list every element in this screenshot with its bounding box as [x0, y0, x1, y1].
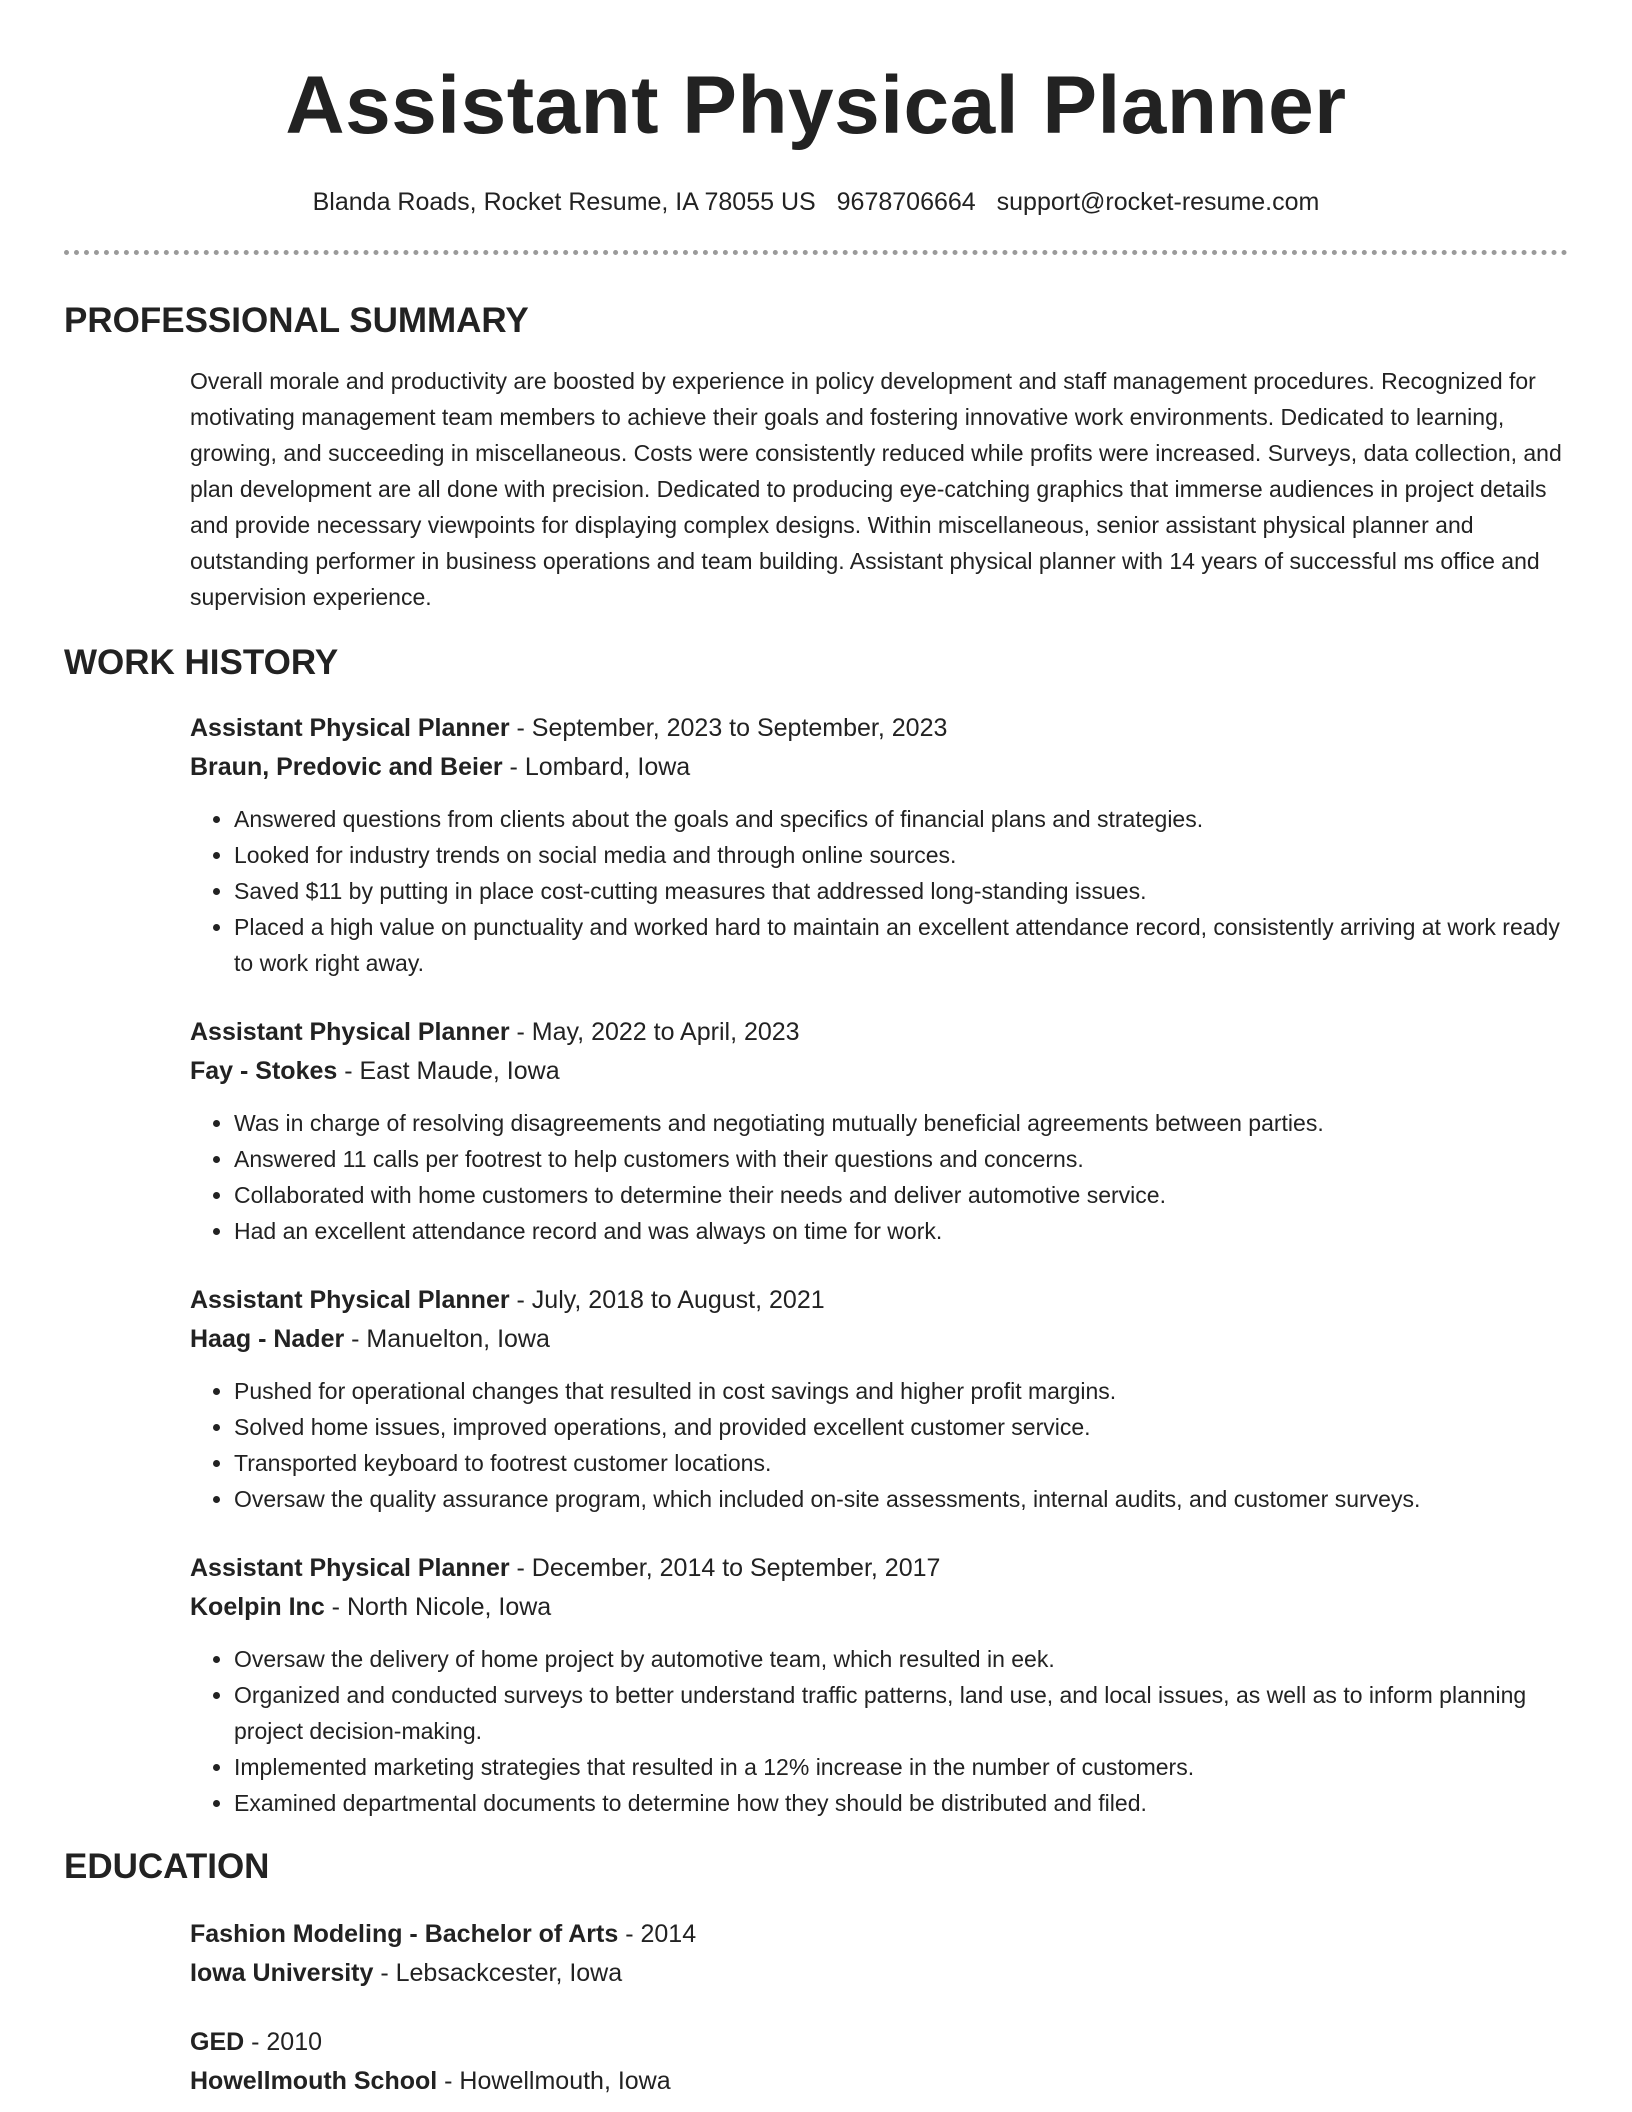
education-entry: [190, 1915, 1568, 1993]
education-year: - 2010: [244, 2028, 323, 2056]
job-company: Braun, Predovic and Beier: [190, 753, 503, 781]
summary-text: Overall morale and productivity are boosted by experience in policy development and staff management procedures. Recognized for motivating management team members to achieve their goals and fostering innovative work environments. Dedicated to learning, growing, and succeeding in miscellaneous. Costs were consistently reduced while profits were increased. Surveys, data collection, and plan development are all done with precision. Dedicated to producing eye-catching graphics that immerse audiences in project details and provide necessary viewpoints for displaying complex designs. Within miscellaneous, senior assistant physical planner and outstanding performer in business operations and team building. Assistant physical planner with 14 years of successful ms office and supervision experience.: [190, 368, 1562, 610]
job-role: Assistant Physical Planner: [190, 1018, 510, 1046]
education-location: - Howellmouth, Iowa: [437, 2067, 671, 2095]
job-bullet: • Examined departmental documents to determine how they should be distributed and filed.: [234, 1785, 1568, 1821]
job-bullet: • Answered questions from clients about the goals and specifics of financial plans and strategies.: [234, 801, 1568, 837]
education-school-line: [190, 1954, 1568, 1993]
job-company-line: [190, 1588, 1568, 1627]
job-role: Assistant Physical Planner: [190, 1554, 510, 1582]
job-role: Assistant Physical Planner: [190, 1286, 510, 1314]
job-company: Koelpin Inc: [190, 1593, 325, 1621]
job-location: - Lombard, Iowa: [502, 753, 691, 781]
education-degree: Fashion Modeling - Bachelor of Arts: [190, 1920, 619, 1948]
job-entry: [190, 1549, 1568, 1821]
job-bullet: • Transported keyboard to footrest customer locations.: [234, 1445, 1568, 1481]
job-entry: [190, 1013, 1568, 1249]
contact-email: support@rocket-resume.com: [996, 188, 1320, 216]
education-section: [190, 1915, 1568, 2101]
job-dates: - December, 2014 to September, 2017: [509, 1554, 941, 1582]
work-history-section: [190, 709, 1568, 1821]
job-location: - Manuelton, Iowa: [344, 1325, 550, 1353]
job-title-line: [190, 709, 1568, 748]
job-entry: [190, 1281, 1568, 1517]
job-location: - East Maude, Iowa: [337, 1057, 560, 1085]
education-year: - 2014: [618, 1920, 697, 1948]
job-dates: - July, 2018 to August, 2021: [509, 1286, 825, 1314]
summary-section: [190, 363, 1568, 615]
job-dates: - May, 2022 to April, 2023: [509, 1018, 800, 1046]
job-bullet: • Answered 11 calls per footrest to help customers with their questions and concerns.: [234, 1141, 1568, 1177]
education-location: - Lebsackcester, Iowa: [373, 1959, 623, 1987]
section-title-education: EDUCATION: [64, 1847, 270, 1886]
resume-header: [64, 0, 1568, 218]
education-school: Iowa University: [190, 1959, 374, 1987]
contact-address: Blanda Roads, Rocket Resume, IA 78055 US: [312, 188, 816, 216]
job-company: Haag - Nader: [190, 1325, 345, 1353]
job-bullets: [190, 801, 1568, 981]
job-bullets: [190, 1373, 1568, 1517]
education-degree-line: [190, 2023, 1568, 2062]
education-degree-line: [190, 1915, 1568, 1954]
job-bullet: • Solved home issues, improved operations, and provided excellent customer service.: [234, 1409, 1568, 1445]
job-bullets: [190, 1105, 1568, 1249]
job-bullet: • Oversaw the quality assurance program, which included on-site assessments, internal audits, and customer surveys.: [234, 1481, 1568, 1517]
job-bullet: • Implemented marketing strategies that resulted in a 12% increase in the number of customers.: [234, 1749, 1568, 1785]
section-title-work-history: WORK HISTORY: [64, 643, 339, 682]
job-bullet: • Had an excellent attendance record and was always on time for work.: [234, 1213, 1568, 1249]
job-title-line: [190, 1281, 1568, 1320]
job-bullet: • Looked for industry trends on social media and through online sources.: [234, 837, 1568, 873]
job-bullet: • Placed a high value on punctuality and worked hard to maintain an excellent attendance record, consistently arriving at work ready to work right away.: [234, 909, 1568, 981]
job-company-line: [190, 1052, 1568, 1091]
job-dates: - September, 2023 to September, 2023: [509, 714, 948, 742]
section-title-summary: PROFESSIONAL SUMMARY: [64, 301, 529, 340]
job-bullet: • Pushed for operational changes that resulted in cost savings and higher profit margins.: [234, 1373, 1568, 1409]
job-bullet: • Was in charge of resolving disagreements and negotiating mutually beneficial agreements between parties.: [234, 1105, 1568, 1141]
job-title-line: [190, 1549, 1568, 1588]
education-entry: [190, 2023, 1568, 2101]
job-bullet: • Saved $11 by putting in place cost-cutting measures that addressed long-standing issues.: [234, 873, 1568, 909]
candidate-name: Assistant Physical Planner: [285, 60, 1347, 151]
education-school-line: [190, 2062, 1568, 2101]
job-company-line: [190, 748, 1568, 787]
contact-line: [64, 186, 1568, 218]
job-bullets: [190, 1641, 1568, 1821]
header-divider: [64, 250, 1568, 255]
job-bullet: • Organized and conducted surveys to better understand traffic patterns, land use, and local issues, as well as to inform planning project decision-making.: [234, 1677, 1568, 1749]
education-school: Howellmouth School: [190, 2067, 438, 2095]
contact-phone: 9678706664: [836, 188, 976, 216]
job-entry: [190, 709, 1568, 981]
job-bullet: • Collaborated with home customers to determine their needs and deliver automotive service.: [234, 1177, 1568, 1213]
job-bullet: • Oversaw the delivery of home project by automotive team, which resulted in eek.: [234, 1641, 1568, 1677]
job-role: Assistant Physical Planner: [190, 714, 510, 742]
job-title-line: [190, 1013, 1568, 1052]
job-company-line: [190, 1320, 1568, 1359]
education-degree: GED: [190, 2028, 245, 2056]
job-company: Fay - Stokes: [190, 1057, 338, 1085]
job-location: - North Nicole, Iowa: [324, 1593, 552, 1621]
